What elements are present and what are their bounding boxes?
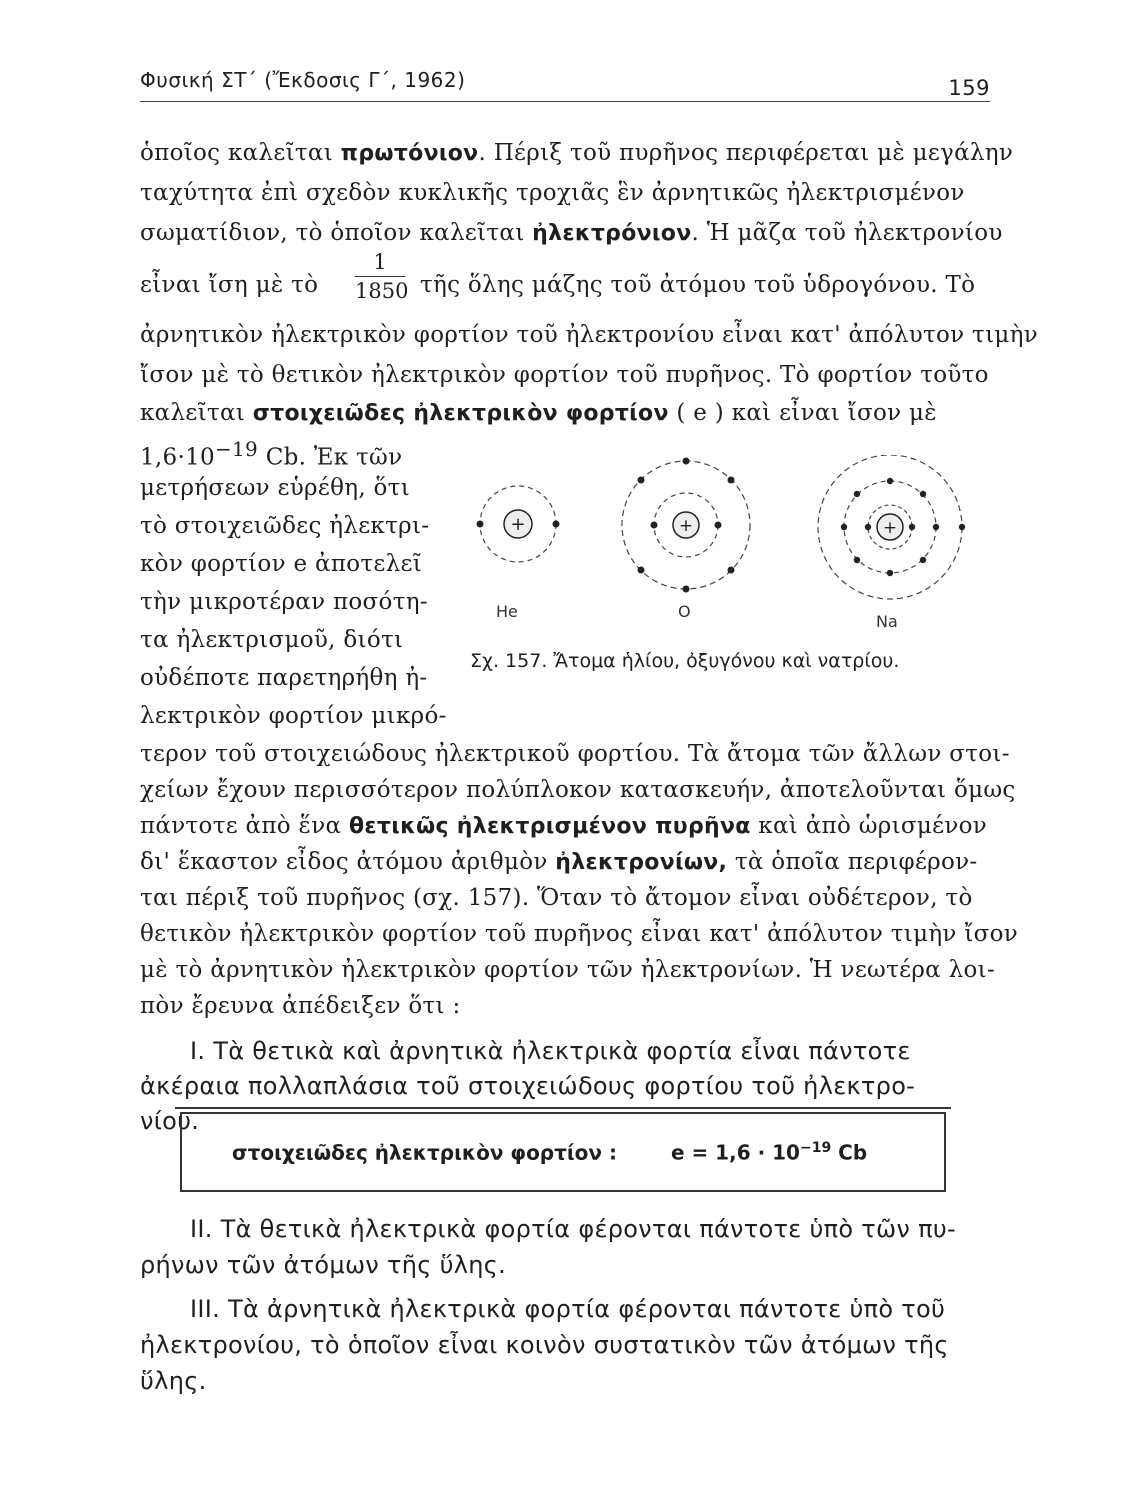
label-sodium: Na [876, 612, 898, 631]
side-text-line: τὸ στοιχειῶδες ἠλεκτρι- [140, 513, 430, 539]
electron [865, 524, 871, 530]
text-line: σωματίδιον, τὸ ὁποῖον καλεῖται ἠλεκτρόνιον. Ἡ μᾶζα τοῦ ἠλεκτρονίου [140, 220, 1003, 246]
formula: στοιχειῶδες ἠλεκτρικὸν φορτίον : $e = 1,6 \cdot 10^{-19}$ Cb [232, 1140, 868, 1165]
fraction [355, 250, 409, 303]
term-positive-nucleus: θετικῶς ἠλεκτρισμένον πυρῆνα [348, 814, 751, 839]
rule-3-line: ὕλης. [140, 1367, 207, 1395]
text-line: ται πέριξ τοῦ πυρῆνος (σχ. 157). Ὅταν τὸ ἄτομον εἶναι οὐδέτερον, τὸ [140, 885, 973, 911]
term-electrons: ἠλεκτρονίων, [555, 850, 728, 875]
electron [638, 477, 645, 484]
side-text-line: μετρήσεων εὑρέθη, ὅτι [140, 475, 411, 501]
text-line: χείων ἔχουν περισσότερον πολύπλοκον κατασκευήν, ἀποτελοῦνται ὅμως [140, 777, 1016, 803]
side-text-line: οὐδέποτε παρετηρήθη ἠ- [140, 665, 428, 691]
rule-2-line: II. Τὰ θετικὰ ἠλεκτρικὰ φορτία φέρονται πάντοτε ὑπὸ τῶν πυ- [190, 1215, 956, 1243]
text-line: τερον τοῦ στοιχειώδους ἠλεκτρικοῦ φορτίου. Τὰ ἄτομα τῶν ἄλλων στοι- [140, 741, 1010, 767]
fraction-numerator: 1 [373, 250, 387, 274]
electron [683, 586, 690, 593]
sodium-atom [818, 455, 965, 599]
electron [887, 478, 893, 484]
rule-3-line: III. Τὰ ἀρνητικὰ ἠλεκτρικὰ φορτία φέρονται πάντοτε ὑπὸ τοῦ [190, 1295, 946, 1323]
text-line: $1,6\cdot 10^{-19}$ Cb. Ἐκ τῶν [140, 437, 403, 471]
running-title: Φυσική ΣΤ΄ (Ἔκδοσις Γ΄, 1962) [140, 68, 466, 92]
electron [920, 491, 926, 497]
label-oxygen: O [678, 602, 691, 621]
electron [477, 521, 484, 528]
text-line: ὁποῖος καλεῖται πρωτόνιον. Πέριξ τοῦ πυρῆνος περιφέρεται μὲ μεγάλην [140, 140, 1014, 166]
term-proton: πρωτόνιον [340, 141, 479, 166]
fraction-bar [355, 276, 405, 277]
side-text-line: λεκτρικὸν φορτίον μικρό- [140, 703, 447, 729]
side-text-line: τὴν μικροτέραν ποσότη- [140, 589, 428, 615]
text-line: καλεῖται στοιχειῶδες ἠλεκτρικὸν φορτίον ( e ) καὶ εἶναι ἴσον μὲ [140, 400, 937, 426]
figure-caption: Σχ. 157. Ἄτομα ἡλίου, ὀξυγόνου καὶ νατρίου. [470, 650, 900, 672]
atom-diagrams [462, 455, 982, 649]
text-line: θετικὸν ἠλεκτρικὸν φορτίον τοῦ πυρῆνος εἶναι κατ' ἀπόλυτον τιμὴν ἴσον [140, 921, 1019, 947]
electron [909, 524, 915, 530]
electron [920, 557, 926, 563]
text-line: εἶναι ἴση μὲ τὸ [140, 272, 319, 298]
formula-label: στοιχειῶδες ἠλεκτρικὸν φορτίον : [232, 1140, 617, 1165]
term-electron: ἠλεκτρόνιον [532, 221, 692, 246]
fraction-denominator: 1850 [355, 279, 409, 303]
header-rule [140, 101, 990, 102]
text-line: μὲ τὸ ἀρνητικὸν ἠλεκτρικὸν φορτίον τῶν ἠλεκτρονίων. Ἡ νεωτέρα λοι- [140, 957, 996, 983]
electron [638, 567, 645, 574]
electron [715, 522, 722, 529]
text-line: ἴσον μὲ τὸ θετικὸν ἠλεκτρικὸν φορτίον τοῦ πυρῆνος. Τὸ φορτίον τοῦτο [140, 362, 989, 388]
rule-1-line: ἀκέραια πολλαπλάσια τοῦ στοιχειώδους φορτίου τοῦ ἠλεκτρο- [140, 1072, 916, 1100]
electron [553, 521, 560, 528]
rule-2-line: ρήνων τῶν ἀτόμων τῆς ὕλης. [140, 1251, 507, 1279]
side-text-line: τα ἠλεκτρισμοῦ, διότι [140, 627, 404, 653]
text-line: δι' ἕκαστον εἶδος ἀτόμου ἀριθμὸν ἠλεκτρονίων, τὰ ὁποῖα περιφέρον- [140, 849, 978, 875]
electron [728, 477, 735, 484]
text-line: ταχύτητα ἐπὶ σχεδὸν κυκλικῆς τροχιᾶς ἓν ἀρνητικῶς ἠλεκτρισμένον [140, 180, 965, 206]
electron [959, 524, 965, 530]
plus-icon: + [882, 518, 898, 538]
label-helium: He [496, 602, 518, 621]
electron [933, 524, 939, 530]
plus-icon: + [678, 516, 694, 536]
rule-1-line: νίου. [140, 1107, 200, 1135]
plus-icon: + [510, 514, 526, 535]
electron [854, 491, 860, 497]
electron [841, 524, 847, 530]
atom-diagrams-svg [462, 455, 982, 645]
page-header [140, 68, 990, 100]
electron [728, 567, 735, 574]
formula-value: e = 1,6 · 10 [670, 1140, 800, 1165]
text-line: πάντοτε ἀπὸ ἕνα θετικῶς ἠλεκτρισμένον πυρῆνα καὶ ἀπὸ ὡρισμένον [140, 813, 988, 839]
side-text-line: κὸν φορτίον e ἀποτελεῖ [140, 551, 423, 577]
box-top-rule [175, 1107, 951, 1109]
helium-atom [477, 486, 560, 562]
text-line: πὸν ἔρευνα ἀπέδειξεν ὅτι : [140, 993, 461, 1019]
text-line: ἀρνητικὸν ἠλεκτρικὸν φορτίον τοῦ ἠλεκτρονίου εἶναι κατ' ἀπόλυτον τιμὴν [140, 322, 1039, 348]
electron [651, 522, 658, 529]
term-elementary-charge: στοιχειῶδες ἠλεκτρικὸν φορτίον [252, 401, 669, 426]
electron [683, 458, 690, 465]
electron [854, 557, 860, 563]
rule-1-line: I. Τὰ θετικὰ καὶ ἀρνητικὰ ἠλεκτρικὰ φορτία εἶναι πάντοτε [190, 1037, 911, 1065]
text-line: τῆς ὅλης μάζης τοῦ ἀτόμου τοῦ ὑδρογόνου. Τὸ [420, 272, 976, 298]
rule-3-line: ἠλεκτρονίου, τὸ ὁποῖον εἶναι κοινὸν συστατικὸν τῶν ἀτόμων τῆς [140, 1331, 949, 1359]
oxygen-atom [622, 458, 750, 593]
electron [887, 570, 893, 576]
page-number: 159 [948, 76, 990, 100]
